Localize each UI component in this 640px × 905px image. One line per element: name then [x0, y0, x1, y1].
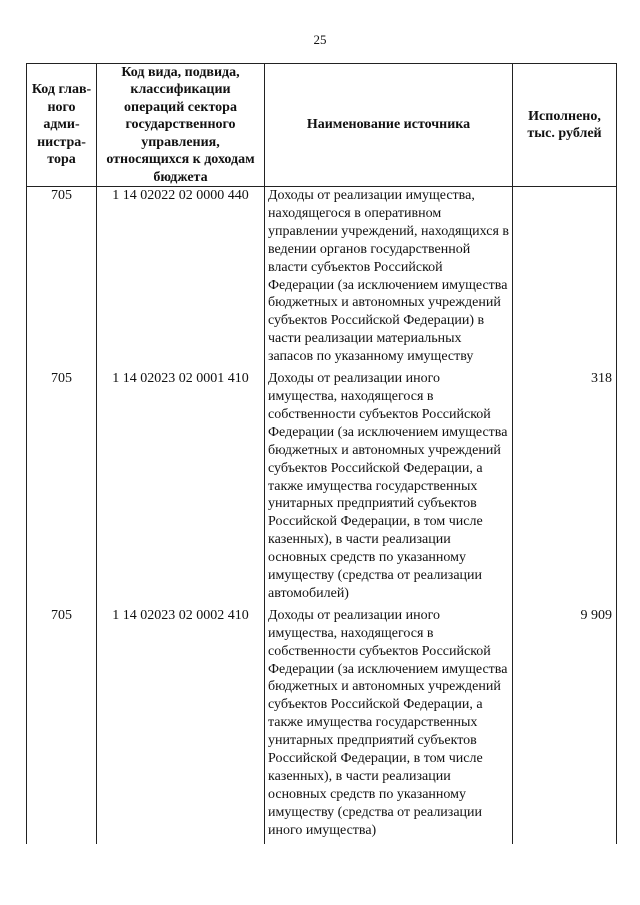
table-row	[27, 187, 617, 371]
classification-code-cell: 1 14 02023 02 0001 410	[97, 370, 265, 607]
classification-code-cell: 1 14 02022 02 0000 440	[97, 187, 265, 371]
source-name-cell: Доходы от реализации имущества, находящегося в оперативном управлении учреждений, находящихся в ведении органов государственной власти субъектов Российской Федерации (за исключением имущества бюджетных и автономных учреждений субъектов Российской Федерации) в части реализации материальных запасов по указанному имуществу	[265, 187, 513, 371]
classification-code-cell: 1 14 02023 02 0002 410	[97, 607, 265, 844]
executed-amount-cell: 9 909	[513, 607, 617, 844]
executed-amount-cell: 318	[513, 370, 617, 607]
header-executed: Исполнено, тыс. рублей	[513, 64, 617, 187]
table-row	[27, 607, 617, 844]
executed-amount-cell	[513, 187, 617, 371]
header-admin-code: Код глав-ного адми-нистра-тора	[27, 64, 97, 187]
source-name-cell: Доходы от реализации иного имущества, находящегося в собственности субъектов Российской Федерации (за исключением имущества бюджетных и автономных учреждений субъектов Российской Федерации, а также имущества государственных унитарных предприятий субъектов Российской Федерации, в том числе казенных), в части реализации основных средств по указанному имуществу (средства от реализации автомобилей)	[265, 370, 513, 607]
header-source-name: Наименование источника	[265, 64, 513, 187]
admin-code-cell: 705	[27, 607, 97, 844]
admin-code-cell: 705	[27, 370, 97, 607]
table-header-row	[27, 64, 617, 187]
header-classification-code: Код вида, подвида, классификации операций сектора государственного управления, относящихся к доходам бюджета	[97, 64, 265, 187]
admin-code-cell: 705	[27, 187, 97, 371]
source-name-cell: Доходы от реализации иного имущества, находящегося в собственности субъектов Российской Федерации (за исключением имущества бюджетных и автономных учреждений субъектов Российской Федерации, а также имущества государственных унитарных предприятий субъектов Российской Федерации, в том числе казенных), в части реализации основных средств по указанному имуществу (средства от реализации иного имущества)	[265, 607, 513, 844]
table-row	[27, 370, 617, 607]
revenue-table	[26, 63, 617, 844]
page-number: 25	[313, 32, 327, 47]
